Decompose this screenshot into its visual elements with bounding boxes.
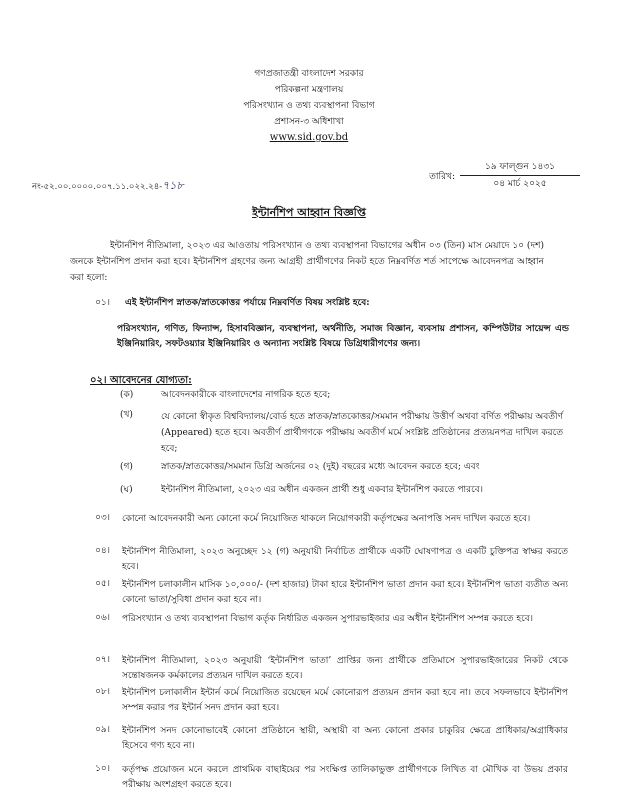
eligibility-item: যে কোনো স্বীকৃত বিশ্ববিদ্যালয়/বোর্ড হতে স্নাতক/স্নাতকোত্তর/সমমান পরীক্ষায় উত্তীর্ণ অথবা বর্ণিত পরীক্ষায় অবতীর্ণ (Appeared) হতে হবে। অবতীর্ণ প্রার্থীগণকে পরীক্ষায় অবতীর্ণ মর্মে সংশ্লিষ্ট প্রতিষ্ঠানের প্রত্যয়নপত্র দাখিল করতে হবে; [161, 412, 563, 454]
section-1-title: এই ইন্টার্নশিপ স্নাতক/স্নাতকোত্তর পর্যায়ে নিম্নবর্ণিত বিষয় সংশ্লিষ্ট হবে: [125, 298, 370, 308]
eligibility-mark: (গ) [120, 462, 133, 472]
notice-title: ইন্টার্নশিপ আহ্বান বিজ্ঞপ্তি [252, 206, 366, 219]
memo-number-handwritten: ৭১৮ [162, 179, 184, 192]
eligibility-item: আবেদনকারীকে বাংলাদেশের নাগরিক হতে হবে; [161, 390, 331, 400]
eligibility-item: স্নাতক/স্নাতকোত্তর/সমমান ডিগ্রি অর্জনের ০২ (দুই) বছরের মধ্যে আবেদন করতে হবে; এবং [161, 462, 480, 472]
date-label: তারিখ: [429, 172, 455, 182]
ministry-name: পরিকল্পনা মন্ত্রণালয় [274, 85, 344, 95]
item-text: কর্তৃপক্ষ প্রয়োজন মনে করলে প্রাথমিক বাছাইয়ের পর সংক্ষিপ্ত তালিকাভুক্ত প্রার্থীগণকে লিখিত বা মৌখিক বা উভয় প্রকার পরীক্ষায় অংশগ্রহণ করতে হবে। [122, 765, 568, 790]
date-bangla: ১৯ ফাল্গুন ১৪৩১ [484, 162, 556, 172]
division-name: পরিসংখ্যান ও তথ্য ব্যবস্থাপনা বিভাগ [243, 101, 375, 111]
branch-name: প্রশাসন-৩ অধিশাখা [274, 117, 344, 127]
item-number: ০৩। [95, 513, 110, 523]
eligibility-mark: (খ) [120, 410, 133, 420]
item-text: কোনো আবেদনকারী অন্য কোনো কর্মে নিয়োজিত থাকলে নিয়োগকারী কর্তৃপক্ষের অনাপত্তি সনদ দাখিল করতে হবে। [122, 514, 531, 524]
govt-name: গণপ্রজাতন্ত্রী বাংলাদেশ সরকার [254, 69, 364, 79]
eligibility-mark: (ঘ) [120, 485, 133, 495]
date-gregorian: ০৪ মার্চ ২০২৫ [493, 179, 547, 189]
item-number: ০৫। [95, 579, 110, 589]
item-number: ০৬। [95, 613, 110, 623]
item-number: ১০। [95, 764, 110, 774]
intro-paragraph: ইন্টার্নশিপ নীতিমালা, ২০২৩ এর আওতায় পরিসংখ্যান ও তথ্য ব্যবস্থাপনা বিভাগের অধীন ০৩ (তিন) মাস মেয়াদে ১০ (দশ) জনকে ইন্টার্নশিপ প্রদান করা হবে। ইন্টার্নশিপ গ্রহণের জন্য আগ্রহী প্রার্থীগণের নিকট হতে নিম্নবর্ণিত শর্ত সাপেক্ষে আবেদনপত্র আহ্বান করা হলো: [70, 241, 544, 283]
memo-number-text: নং-৫২.০০.০০০০.০০৭.১১.০২২.২৪- [32, 182, 163, 192]
item-text: ইন্টার্নশিপ চলাকালীন মাসিক ১০,০০০/- (দশ হাজার) টাকা হারে ইন্টার্নশিপ ভাতা প্রদান করা হবে। ইন্টার্নশিপ ভাতা ব্যতীত অন্য কোনো ভাতা/সুবিধা প্রদান করা হবে না। [122, 580, 568, 605]
item-number: ০৪। [95, 546, 110, 556]
item-number: ০৭। [95, 655, 110, 665]
date-divider [460, 175, 580, 176]
item-text: ইন্টার্নশিপ নীতিমালা, ২০২৩ অনুযায়ী ‘ইন্টার্নশিপ ভাতা’ প্রাপ্তির জন্য প্রার্থীকে প্রতিমাসে সুপারভাইজারের নিকট থেকে সন্তোষজনক কর্মকালের প্রত্যয়ন দাখিল করতে হবে। [122, 656, 568, 681]
item-number: ০৮। [95, 687, 110, 697]
item-text: পরিসংখ্যান ও তথ্য ব্যবস্থাপনা বিভাগ কর্তৃক নির্ধারিত একজন সুপারভাইজার এর অধীন ইন্টার্নশিপ সম্পন্ন করতে হবে। [122, 614, 533, 624]
section-1-subjects: পরিসংখ্যান, গণিত, ফিন্যান্স, হিসাববিজ্ঞান, ব্যবস্থাপনা, অর্থনীতি, সমাজ বিজ্ঞান, ব্যবসায় প্রশাসন, কম্পিউটার সায়েন্স এন্ড ইঞ্জিনিয়ারিং, সফটওয়্যার ইঞ্জিনিয়ারিং ও অন্যান্য সংশ্লিষ্ট বিষয়ে ডিগ্রিধারীগণের জন্য। [117, 324, 569, 349]
item-text: ইন্টার্নশিপ নীতিমালা, ২০২৩ অনুচ্ছেদ ১২ (গ) অনুযায়ী নির্বাচিত প্রার্থীকে একটি ঘোষণাপত্র ও একটি চুক্তিপত্র স্বাক্ষর করতে হবে। [122, 547, 568, 572]
item-text: ইন্টার্নশিপ সনদ কোনোভাবেই কোনো প্রতিষ্ঠানে স্থায়ী, অস্থায়ী বা অন্য কোনো প্রকার চাকুরির ক্ষেত্রে প্রাধিকার/অগ্রাধিকার হিসেবে গণ্য হবে না। [122, 726, 568, 751]
section-1-number: ০১। [95, 298, 110, 308]
item-text: ইন্টার্নশিপ চলাকালীন ইন্টার্ন কর্মে নিয়োজিত রয়েছেন মর্মে কোনোরূপ প্রত্যয়ন প্রদান করা হবে না। তবে সফলভাবে ইন্টার্নশিপ সম্পন্ন করার পর ইন্টার্ন সনদ প্রদান করা হবে। [122, 688, 568, 713]
item-number: ০৯। [95, 725, 110, 735]
eligibility-mark: (ক) [120, 390, 134, 400]
memo-number [32, 179, 184, 194]
eligibility-item: ইন্টার্নশিপ নীতিমালা, ২০২৩ এর অধীন একজন প্রার্থী শুধু একবার ইন্টার্নশিপ করতে পারবে। [161, 485, 483, 495]
website-link[interactable]: www.sid.gov.bd [269, 132, 349, 143]
section-2-title: ০২। আবেদনের যোগ্যতা: [90, 375, 192, 386]
